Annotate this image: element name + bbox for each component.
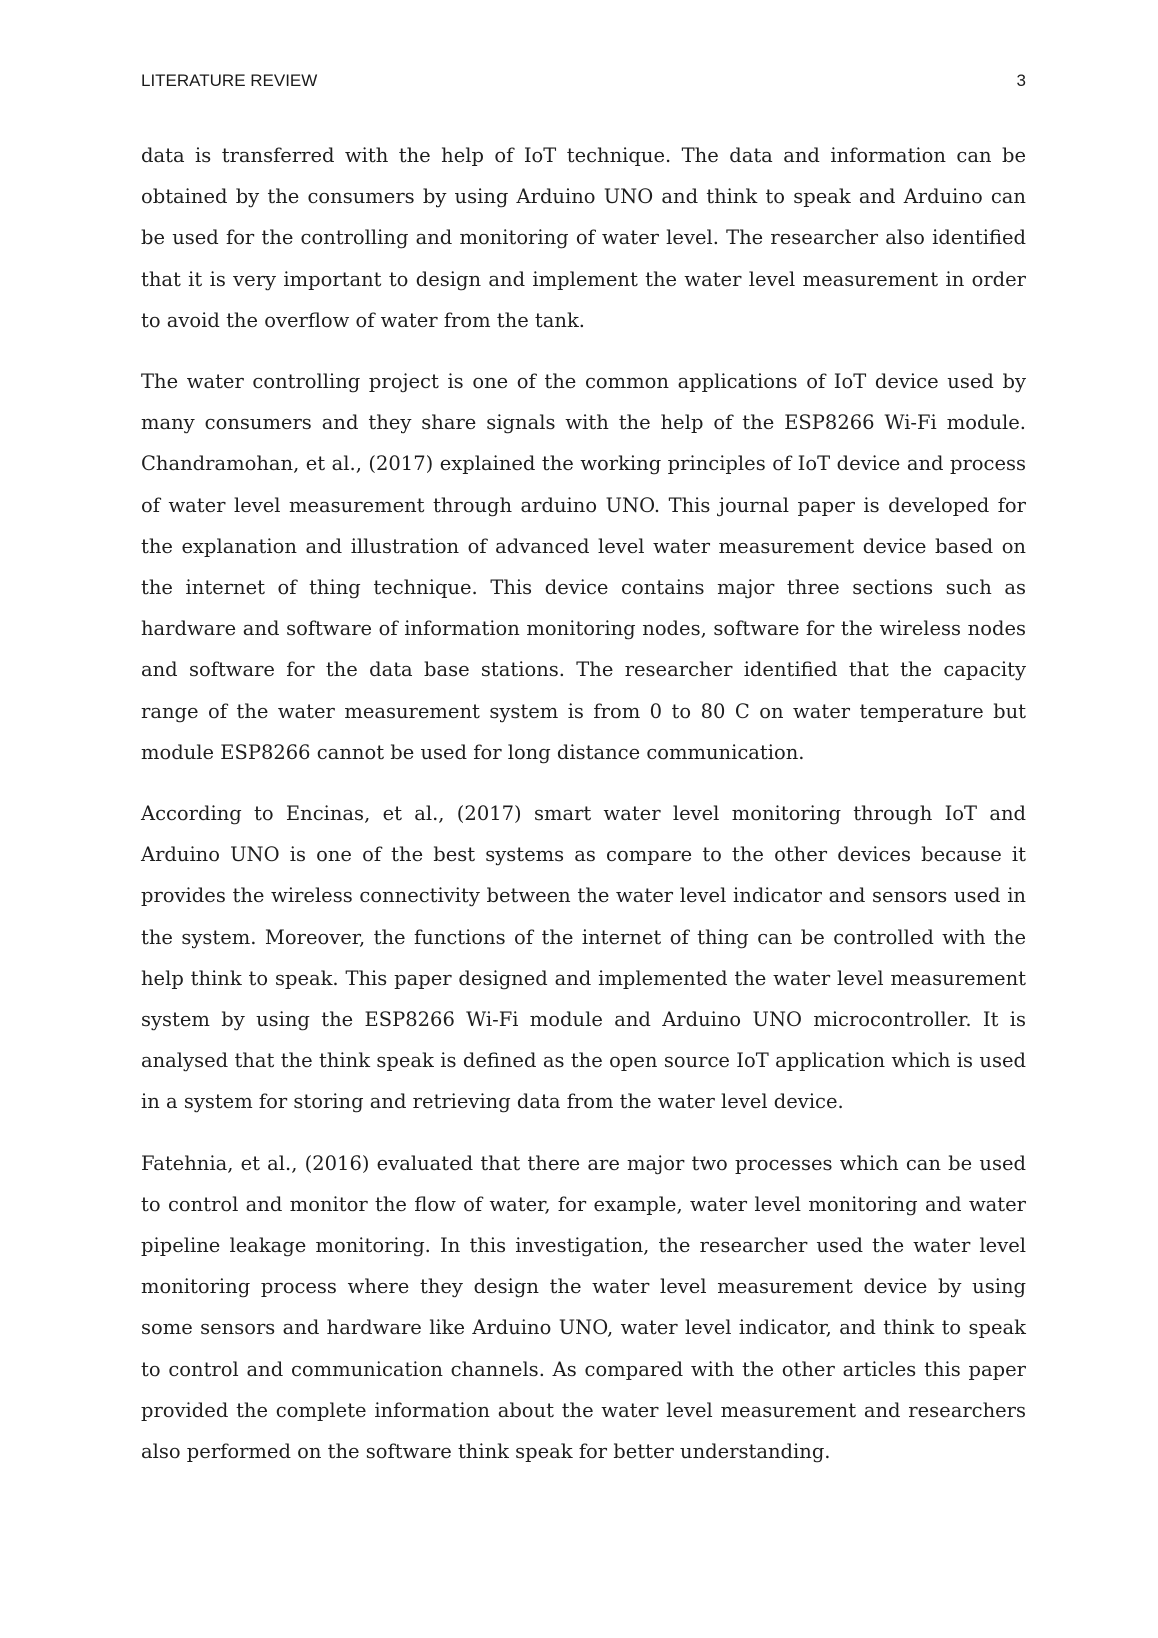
paragraph: data is transferred with the help of IoT technique. The data and information can be obtained by the consumers by using Arduino UNO and think to speak and Arduino can be used for the controlling and monitoring of water level. The researcher also identified that it is very important to design and implement the water level measurement in order to avoid the overflow of water from the tank. <box>141 144 1026 332</box>
paragraph: According to Encinas, et al., (2017) smart water level monitoring through IoT and Arduino UNO is one of the best systems as compare to the other devices because it provides the wireless connectivity between the water level indicator and sensors used in the system. Moreover, the functions of the internet of thing can be controlled with the help think to speak. This paper designed and implemented the water level measurement system by using the ESP8266 Wi-Fi module and Arduino UNO microcontroller. It is analysed that the think speak is defined as the open source IoT application which is used in a system for storing and retrieving data from the water level device. <box>141 802 1026 1114</box>
page-number: 3 <box>1016 71 1026 90</box>
body-text <box>141 135 1026 1492</box>
running-head: LITERATURE REVIEW <box>141 71 318 90</box>
paragraph: Fatehnia, et al., (2016) evaluated that there are major two processes which can be used to control and monitor the flow of water, for example, water level monitoring and water pipeline leakage monitoring. In this investigation, the researcher used the water level monitoring process where they design the water level measurement device by using some sensors and hardware like Arduino UNO, water level indicator, and think to speak to control and communication channels. As compared with the other articles this paper provided the complete information about the water level measurement and researchers also performed on the software think speak for better understanding. <box>141 1151 1026 1464</box>
paragraph: The water controlling project is one of the common applications of IoT device used by many consumers and they share signals with the help of the ESP8266 Wi-Fi module. Chandramohan, et al., (2017) explained the working principles of IoT device and process of water level measurement through arduino UNO. This journal paper is developed for the explanation and illustration of advanced level water measurement device based on the internet of thing technique. This device contains major three sections such as hardware and software of information monitoring nodes, software for the wireless nodes and software for the data base stations. The researcher identified that the capacity range of the water measurement system is from 0 to 80 C on water temperature but module ESP8266 cannot be used for long distance communication. <box>141 370 1026 764</box>
